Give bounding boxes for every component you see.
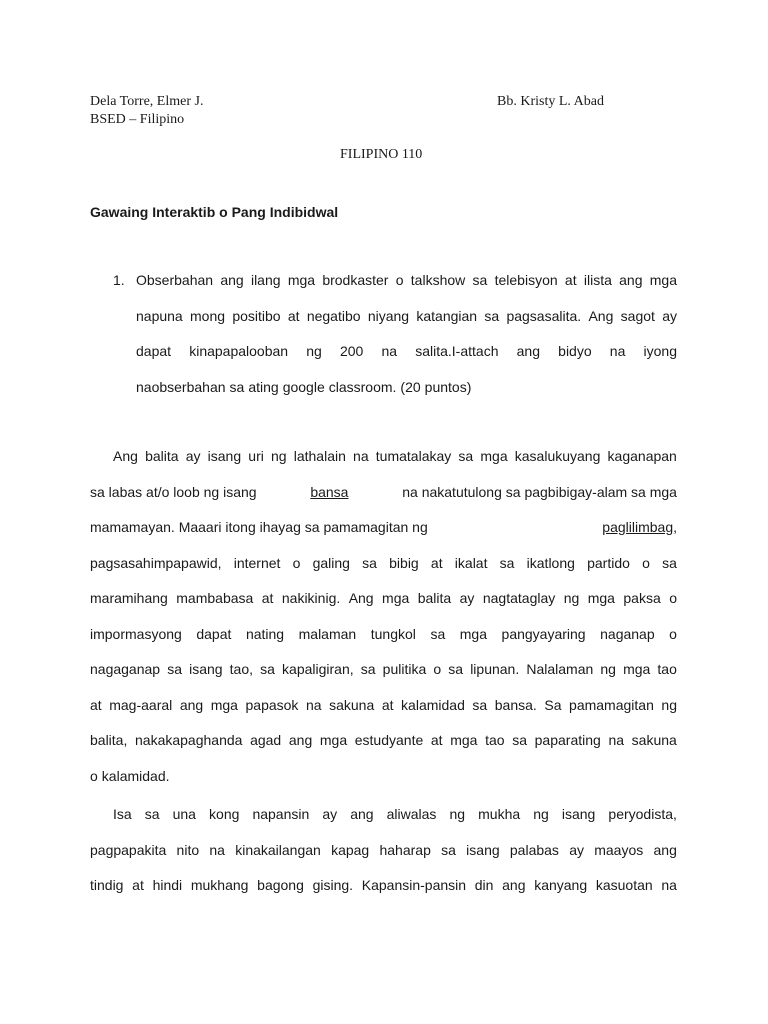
- word: papasok: [245, 696, 299, 713]
- word: ng: [449, 806, 466, 822]
- word: salita.I-attach: [415, 343, 499, 359]
- word: sa: [472, 272, 488, 288]
- task-line: [136, 308, 677, 344]
- word: iyong: [643, 343, 677, 359]
- word: na: [353, 448, 369, 464]
- word: tao: [485, 732, 505, 748]
- word: balita,: [90, 732, 128, 748]
- paragraph-line: [90, 590, 677, 626]
- word: ikalat: [454, 554, 488, 571]
- word: mga: [459, 625, 487, 642]
- paragraph-line: [90, 519, 677, 555]
- word: nakakapaghanda: [135, 732, 243, 748]
- word: kasuotan: [595, 877, 653, 893]
- word: din: [474, 877, 494, 893]
- word: ng: [271, 448, 287, 464]
- word: talkshow: [410, 272, 466, 288]
- word: ang: [220, 272, 244, 288]
- word: mga: [450, 732, 478, 748]
- task-line: [136, 272, 677, 308]
- word: at: [261, 590, 274, 606]
- word: tao: [657, 661, 677, 677]
- word: 200: [339, 343, 364, 359]
- word: (20: [400, 378, 421, 395]
- word: dapat: [136, 343, 172, 359]
- word: tumatalakay: [375, 448, 452, 464]
- word: ikatlong: [526, 554, 575, 571]
- word: kapaligiran,: [282, 661, 354, 677]
- word: mukhang: [190, 877, 249, 893]
- word: una: [172, 806, 196, 822]
- paragraph-line: [90, 661, 677, 697]
- word: ng: [306, 343, 322, 359]
- word: o: [642, 554, 650, 571]
- word: pagsasahimpapawid,: [90, 554, 222, 571]
- task-line: [136, 343, 677, 379]
- word: tungkol: [370, 625, 416, 642]
- word: lathalain: [293, 448, 346, 464]
- word: sa: [260, 661, 275, 677]
- word: sa: [472, 696, 488, 713]
- word: Nalalaman: [526, 661, 594, 677]
- word: telebisyon: [494, 272, 558, 288]
- word: kinapapalooban: [189, 343, 289, 359]
- word: at: [430, 732, 443, 748]
- word: ng: [661, 696, 677, 713]
- word: kanyang: [534, 877, 588, 893]
- word: ang: [619, 272, 643, 288]
- word: pangyayaring: [501, 625, 586, 642]
- word: balita: [145, 448, 179, 464]
- word: sa: [484, 307, 500, 324]
- word: kalamidad.: [101, 767, 170, 784]
- word: nagaganap: [90, 661, 161, 677]
- task-line: [136, 379, 677, 415]
- word: ating: [248, 378, 279, 395]
- word: at: [564, 272, 577, 288]
- task-number: 1.: [113, 272, 125, 288]
- task-text: [136, 272, 677, 414]
- word: ng: [533, 806, 549, 822]
- word: niyang: [367, 307, 410, 324]
- word: Ang: [348, 590, 374, 606]
- paragraph-line: [90, 877, 677, 913]
- word: galing: [312, 554, 350, 571]
- word: sakuna: [329, 696, 375, 713]
- word: o: [90, 767, 98, 784]
- word: kalamidad: [401, 696, 465, 713]
- word: balita: [417, 590, 452, 606]
- paragraph-line: [90, 732, 677, 768]
- word: mambabasa: [176, 590, 254, 606]
- activity-title: Gawaing Interaktib o Pang Indibidwal: [90, 204, 339, 220]
- paragraph-line: [90, 448, 677, 484]
- word: at: [132, 877, 144, 893]
- word: sa: [499, 554, 515, 571]
- word: ang: [288, 732, 313, 748]
- word: positibo: [232, 307, 281, 324]
- word: mga: [587, 590, 615, 606]
- paragraph-line: [90, 768, 677, 804]
- word: bidyo: [558, 343, 592, 359]
- word: pamamagitan: [569, 696, 654, 713]
- word: classroom.: [328, 378, 397, 395]
- word: mga: [287, 272, 316, 288]
- word: uri: [248, 448, 264, 464]
- word: Isa: [113, 806, 132, 822]
- word: sa: [144, 806, 160, 822]
- word: ang: [516, 343, 540, 359]
- word: mong: [190, 307, 226, 324]
- word: lipunan.: [470, 661, 520, 677]
- word: mukha: [478, 806, 521, 822]
- word: o: [395, 272, 404, 288]
- word: ang: [502, 877, 526, 893]
- word: ay: [322, 806, 338, 822]
- word: naobserbahan: [136, 378, 226, 395]
- word: maramihang: [90, 590, 168, 606]
- word: ang: [653, 841, 677, 858]
- word: google: [282, 378, 325, 395]
- word: na: [609, 343, 626, 359]
- word: mga: [480, 448, 508, 464]
- word: sa: [448, 661, 464, 677]
- word: puntos): [424, 378, 472, 395]
- word: sa: [662, 554, 677, 571]
- word: tindig: [90, 877, 124, 893]
- word: mga: [623, 661, 651, 677]
- word: peryodista,: [608, 806, 677, 822]
- word: o: [669, 590, 677, 606]
- author-name: Dela Torre, Elmer J.: [90, 94, 204, 109]
- link-group: [602, 519, 677, 535]
- word: pagpapakita: [90, 841, 167, 858]
- word: ang: [179, 696, 204, 713]
- word: haharap: [379, 841, 431, 858]
- word: sakuna: [631, 732, 677, 748]
- word: Sa: [544, 696, 562, 713]
- word: at: [381, 696, 394, 713]
- word: isang: [561, 806, 596, 822]
- word: bansa.: [494, 696, 537, 713]
- word: agad: [250, 732, 282, 748]
- word: ay: [185, 448, 201, 464]
- paragraph-1: [90, 448, 677, 803]
- word: o: [433, 661, 442, 677]
- word: mga: [382, 590, 410, 606]
- word: kinakailangan: [235, 841, 321, 858]
- word: sa: [362, 554, 377, 571]
- word: impormasyong: [90, 625, 182, 642]
- paragraph-line: [90, 806, 677, 842]
- instructor-name: Bb. Kristy L. Abad: [497, 94, 604, 109]
- word: katangian: [416, 307, 478, 324]
- word: napuna: [136, 307, 183, 324]
- word: na: [661, 877, 677, 893]
- word: ay: [569, 841, 584, 858]
- word: at: [430, 554, 443, 571]
- word: kapag: [331, 841, 370, 858]
- word: ng: [563, 590, 580, 606]
- word: isang: [466, 841, 500, 858]
- word: sa: [360, 661, 376, 677]
- word: nakikinig.: [281, 590, 341, 606]
- paragraph-line: [90, 555, 677, 591]
- word: na: [608, 732, 625, 748]
- word: palabas: [509, 841, 559, 858]
- word: bibig: [389, 554, 419, 571]
- word: nating: [245, 625, 285, 642]
- word: na: [305, 696, 322, 713]
- program-name: BSED – Filipino: [90, 112, 185, 127]
- word: pagsasalita.: [506, 307, 582, 324]
- link-bansa[interactable]: bansa: [310, 483, 349, 500]
- word: sa: [167, 661, 182, 677]
- word: sa: [458, 448, 474, 464]
- paragraph-line: [90, 484, 677, 520]
- word: Kapansin-pansin: [361, 877, 467, 893]
- word: na: [209, 841, 225, 858]
- word: ay: [459, 590, 475, 606]
- word: mga: [210, 696, 238, 713]
- word: Obserbahan: [136, 272, 214, 288]
- word: internet: [233, 554, 281, 571]
- word: sa: [430, 625, 446, 642]
- word: mga: [319, 732, 348, 748]
- paragraph-line: [90, 842, 677, 878]
- word: sa: [229, 378, 245, 395]
- comma: ,: [673, 519, 677, 535]
- paragraph-text: mamamayan. Maaari itong ihayag sa pamamagitan ng: [90, 519, 428, 535]
- word: kaganapan: [607, 448, 677, 464]
- word: maayos: [594, 841, 644, 858]
- word: ng: [600, 661, 616, 677]
- word: isang: [207, 448, 242, 464]
- word: negatibo: [306, 307, 361, 324]
- word: ilang: [250, 272, 281, 288]
- word: at: [90, 696, 102, 713]
- paragraph-text: sa labas at/o loob ng isang: [90, 483, 257, 500]
- link-paglilimbag[interactable]: paglilimbag: [602, 519, 674, 535]
- word: napansin: [252, 806, 310, 822]
- paragraph-line: [90, 626, 677, 662]
- word: Ang: [588, 307, 614, 324]
- course-code: FILIPINO 110: [340, 147, 423, 162]
- word: nagtataglay: [482, 590, 556, 606]
- paragraph-2: [90, 806, 677, 913]
- word: partido: [587, 554, 630, 571]
- word: estudyante: [354, 732, 424, 748]
- word: dapat: [196, 625, 232, 642]
- word: at: [287, 307, 300, 324]
- word: paparating: [534, 732, 601, 748]
- word: ilista: [583, 272, 612, 288]
- paragraph-text: na nakatutulong sa pagbibigay-alam sa mga: [402, 483, 677, 500]
- paragraph-line: [90, 697, 677, 733]
- word: mag-aaral: [109, 696, 173, 713]
- word: malaman: [298, 625, 357, 642]
- word: tao,: [229, 661, 254, 677]
- word: nito: [176, 841, 200, 858]
- word: pulitika: [382, 661, 427, 677]
- word: kong: [209, 806, 240, 822]
- word: gising.: [312, 877, 354, 893]
- word: bagong: [257, 877, 304, 893]
- word: paksa: [623, 590, 661, 606]
- word: na: [381, 343, 398, 359]
- word: ang: [350, 806, 374, 822]
- word: Ang: [113, 448, 138, 464]
- word: o: [669, 625, 677, 642]
- word: sagot: [620, 307, 655, 324]
- word: sa: [512, 732, 527, 748]
- word: naganap: [600, 625, 655, 642]
- word: ay: [662, 307, 677, 324]
- word: o: [292, 554, 301, 571]
- word: hindi: [152, 877, 183, 893]
- word: sa: [441, 841, 456, 858]
- word: mga: [649, 272, 677, 288]
- word: brodkaster: [322, 272, 389, 288]
- word: aliwalas: [386, 806, 437, 822]
- word: kasalukuyang: [514, 448, 601, 464]
- word: isang: [189, 661, 223, 677]
